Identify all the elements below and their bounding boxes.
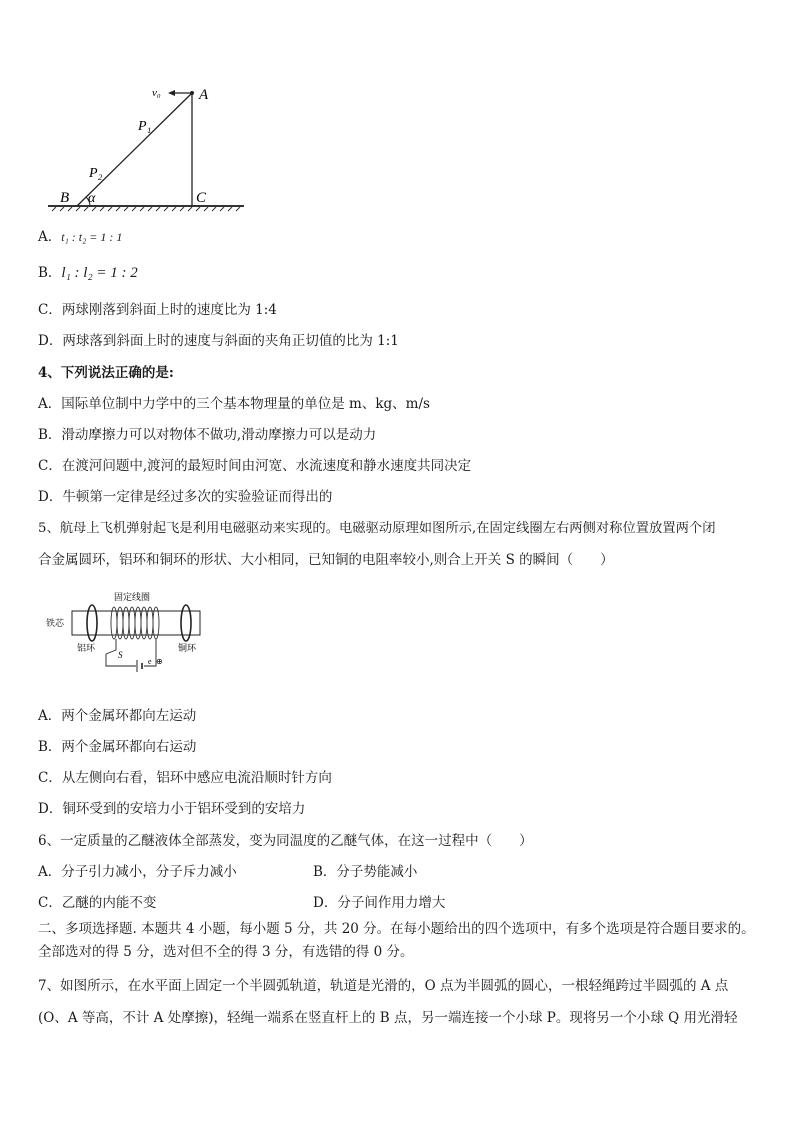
- q4-option-d: D．牛顿第一定律是经过多次的实验验证而得出的: [38, 489, 333, 505]
- q3-option-a-math: t₁ : t₂ = 1 : 1: [61, 230, 123, 244]
- label-p1: P₁: [138, 119, 152, 134]
- q3-option-c: C．两球刚落到斜面上时的速度比为 1:4: [38, 302, 277, 318]
- q5-option-d: D．铜环受到的安培力小于铝环受到的安培力: [38, 801, 306, 817]
- label-v0: v₀: [152, 87, 161, 99]
- q4-option-c: C．在渡河问题中,渡河的最短时间由河宽、水流速度和静水速度共同决定: [38, 458, 472, 474]
- label-a: A: [199, 87, 209, 103]
- q3-option-b: [38, 264, 138, 282]
- label-plus: ⊕: [156, 657, 163, 666]
- q6-option-d: D．分子间作用力增大: [313, 895, 446, 911]
- label-switch: S: [118, 650, 123, 660]
- q3-option-b-prefix: B．: [38, 265, 62, 281]
- label-iron-core: 铁芯: [46, 618, 65, 628]
- q5-stem-line1: 5、航母上飞机弹射起飞是利用电磁驱动来实现的。电磁驱动原理如图所示,在固定线圈左右两侧对称位置放置两个闭: [38, 521, 716, 536]
- label-copper-ring: 铜环: [178, 643, 197, 653]
- point-a-dot: [190, 91, 194, 95]
- section-2-instructions: 二、多项选择题. 本题共 4 小题，每小题 5 分，共 20 分。在每小题给出的四个选项中，有多个选项是符合题目要求的。全部选对的得 5 分，选对但不全的得 3 分，有选错的得 0 分。: [38, 921, 755, 960]
- label-p2: P₂: [89, 166, 103, 181]
- label-b: B: [60, 190, 70, 206]
- label-aluminum-ring: 铝环: [77, 643, 96, 653]
- fixed-coil: [111, 607, 159, 639]
- q7-line2: (O、A 等高，不计 A 处摩擦)，轻绳一端系在竖直杆上的 B 点，另一端连接一个小球 P。现将另一个小球 Q 用光滑轻: [38, 1010, 738, 1026]
- q6-option-b: B．分子势能减小: [313, 864, 418, 880]
- q5-option-a: A．两个金属环都向左运动: [38, 708, 197, 724]
- velocity-arrowhead: [168, 90, 175, 96]
- q3-option-a-prefix: A．: [38, 229, 62, 245]
- q3-option-a: [38, 228, 122, 246]
- incline-line: [77, 93, 192, 206]
- q6-option-c: C．乙醚的内能不变: [38, 895, 157, 911]
- copper-ring: [181, 605, 191, 641]
- q3-option-d: D．两球落到斜面上时的速度与斜面的夹角正切值的比为 1:1: [38, 333, 399, 349]
- q3-option-b-math: l₁ : l₂ = 1 : 2: [61, 265, 138, 281]
- q5-option-b: B．两个金属环都向右运动: [38, 739, 197, 755]
- ground-hatch: [48, 206, 244, 211]
- label-c: C: [196, 190, 207, 206]
- q4-stem: 4、下列说法正确的是:: [38, 365, 174, 381]
- q6-stem: 6、一定质量的乙醚液体全部蒸发，变为同温度的乙醚气体，在这一过程中（ ）: [38, 833, 533, 849]
- q4-option-a: A．国际单位制中力学中的三个基本物理量的单位是 m、kg、m/s: [38, 396, 430, 412]
- q5-stem-line2: 合金属圆环，铝环和铜环的形状、大小相同，已知铜的电阻率较小,则合上开关 S 的瞬间（ ）: [38, 552, 614, 568]
- aluminum-ring: [87, 605, 97, 641]
- label-fixed-coil: 固定线圈: [114, 592, 151, 602]
- label-alpha: α: [88, 191, 96, 206]
- q6-option-a: A．分子引力减小，分子斥力减小: [38, 864, 237, 880]
- q5-option-c: C．从左侧向右看，铝环中感应电流沿顺时针方向: [38, 770, 332, 786]
- q4-option-b: B．滑动摩擦力可以对物体不做功,滑动摩擦力可以是动力: [38, 427, 377, 443]
- coil-figure: [44, 588, 216, 688]
- label-battery-mark: e: [148, 657, 152, 666]
- incline-figure: [44, 80, 264, 215]
- q7-line1: 7、如图所示，在水平面上固定一个半圆弧轨道，轨道是光滑的，O 点为半圆弧的圆心，一根轻绳跨过半圆弧的 A 点: [38, 978, 729, 994]
